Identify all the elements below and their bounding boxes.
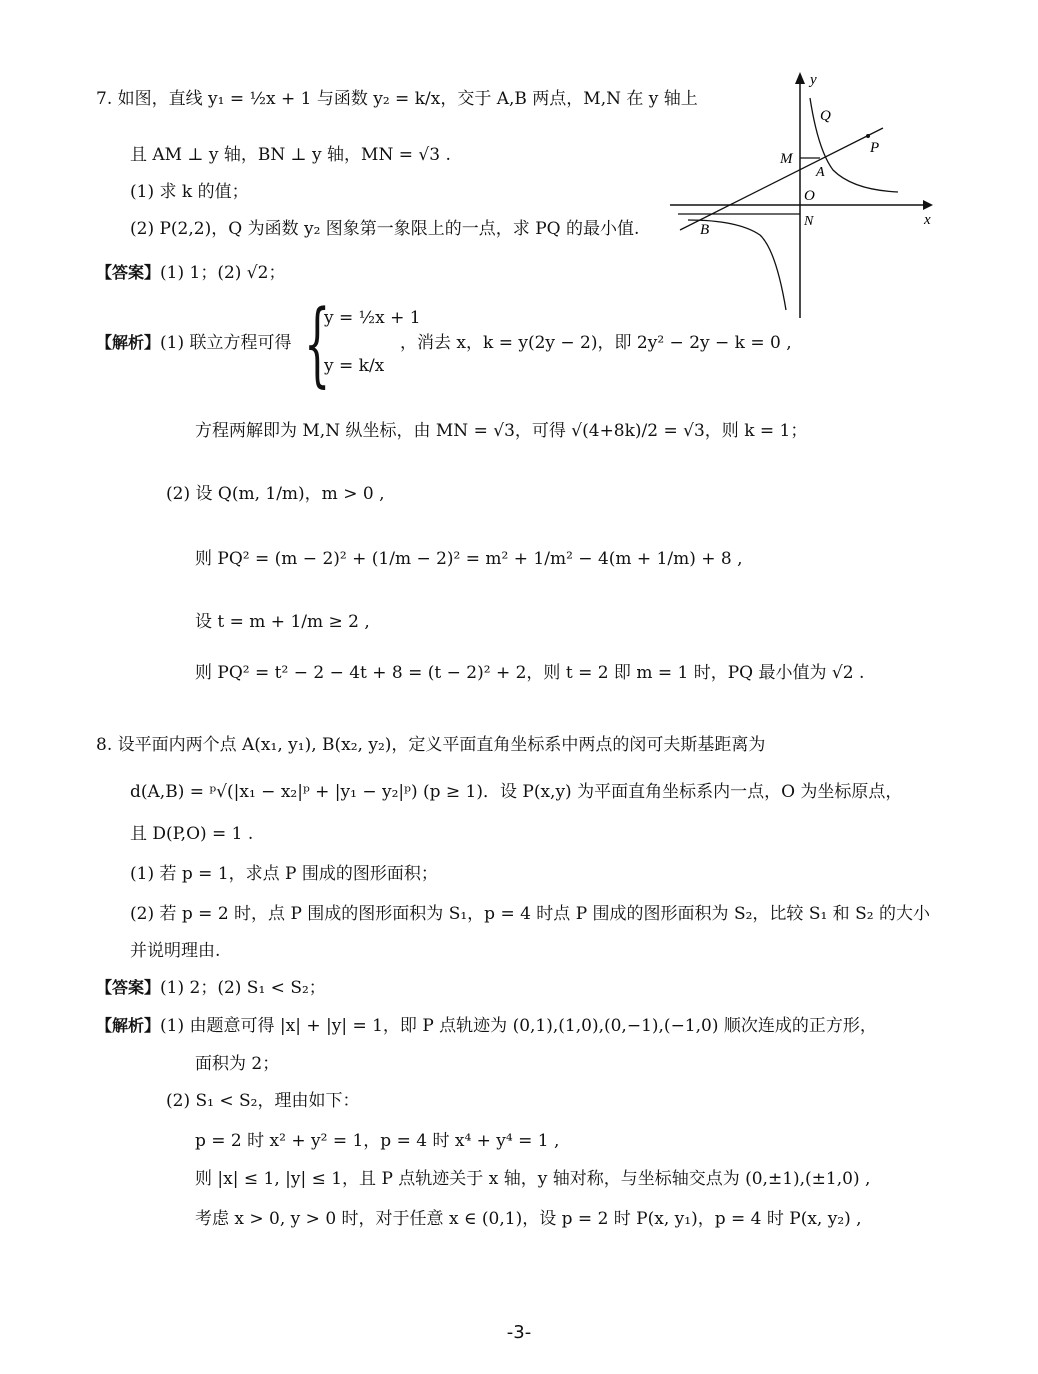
q8-part2: (2) 若 p = 2 时，点 P 围成的图形面积为 S₁，p = 4 时点 P 围成的图形面积为 S₂，比较 S₁ 和 S₂ 的大小 (130, 904, 930, 924)
q8-analysis3: (2) S₁ < S₂，理由如下： (166, 1091, 360, 1111)
q7-analysis3: (2) 设 Q(m, 1/m)，m > 0 , (166, 484, 385, 504)
function-graph (668, 70, 938, 320)
label-a: A (816, 165, 825, 180)
y-axis-arrow (795, 72, 805, 84)
q8-analysis2: 面积为 2； (195, 1054, 280, 1074)
page-number: -3- (506, 1322, 532, 1343)
answer-tag: 【答案】 (96, 263, 161, 282)
answer-text: (1) 1；(2) √2； (160, 263, 286, 283)
system-eq1: y = ½x + 1 (324, 308, 421, 328)
q8-answer (96, 977, 326, 999)
q7-analysis-tag-line (96, 332, 292, 354)
answer-tag: 【答案】 (96, 978, 161, 997)
q8-analysis6: 考虑 x > 0, y > 0 时，对于任意 x ∈ (0,1)，设 p = 2 时 P(x, y₁)，p = 4 时 P(x, y₂) , (195, 1209, 862, 1229)
line-y1 (680, 128, 883, 230)
analysis1-pre: (1) 联立方程可得 (160, 333, 292, 353)
label-n: N (804, 214, 814, 229)
label-p: P (870, 140, 880, 156)
q8-line2: d(A,B) = ᵖ√(|x₁ − x₂|ᵖ + |y₁ − y₂|ᵖ) (p ≥ 1)．设 P(x,y) 为平面直角坐标系内一点，O 为坐标原点， (130, 782, 903, 802)
x-axis-arrow (923, 200, 933, 210)
analysis-tag: 【解析】 (96, 1016, 161, 1035)
left-brace: { (304, 290, 331, 397)
q7-analysis6: 则 PQ² = t² − 2 − 4t + 8 = (t − 2)² + 2，则 t = 2 即 m = 1 时，PQ 最小值为 √2 . (195, 663, 865, 683)
analysis-tag: 【解析】 (96, 333, 161, 352)
answer-text: (1) 2；(2) S₁ < S₂； (160, 978, 326, 998)
q7-analysis5: 设 t = m + 1/m ≥ 2 , (195, 612, 370, 632)
point-p-dot (866, 134, 870, 138)
q7-analysis4: 则 PQ² = (m − 2)² + (1/m − 2)² = m² + 1/m² − 4(m + 1/m) + 8 , (195, 549, 743, 569)
q8-analysis1 (96, 1015, 877, 1037)
q7-line2: 且 AM ⊥ y 轴，BN ⊥ y 轴，MN = √3 . (130, 145, 451, 165)
q7-analysis2: 方程两解即为 M,N 纵坐标，由 MN = √3，可得 √(4+8k)/2 = √3，则 k = 1； (195, 421, 808, 441)
equation-system (304, 290, 421, 397)
q8-line1: 8. 设平面内两个点 A(x₁, y₁), B(x₂, y₂)，定义平面直角坐标系中两点的闵可夫斯基距离为 (96, 735, 766, 755)
q7-answer (96, 262, 285, 284)
q7-analysis1-post: ，消去 x，k = y(2y − 2)，即 2y² − 2y − k = 0 , (400, 333, 792, 353)
q7-part1: (1) 求 k 的值； (130, 182, 249, 202)
q7-line1: 7. 如图，直线 y₁ = ½x + 1 与函数 y₂ = k/x，交于 A,B 两点，M,N 在 y 轴上 (96, 89, 698, 109)
q8-part1: (1) 若 p = 1，求点 P 围成的图形面积； (130, 864, 438, 884)
label-x: x (924, 212, 931, 228)
label-b: B (700, 222, 710, 238)
q8-line3: 且 D(P,O) = 1 . (130, 824, 254, 844)
q7-part2: (2) P(2,2)，Q 为函数 y₂ 图象第一象限上的一点，求 PQ 的最小值. (130, 219, 640, 239)
q8-analysis4: p = 2 时 x² + y² = 1，p = 4 时 x⁴ + y⁴ = 1 , (195, 1131, 560, 1151)
label-q: Q (820, 108, 831, 124)
label-y: y (810, 72, 817, 88)
q8-analysis5: 则 |x| ≤ 1, |y| ≤ 1，且 P 点轨迹关于 x 轴，y 轴对称，与坐标轴交点为 (0,±1),(±1,0) , (195, 1169, 871, 1189)
system-eq2: y = k/x (324, 356, 385, 376)
label-m: M (780, 151, 793, 167)
label-o: O (804, 188, 815, 204)
q8-part2b: 并说明理由. (130, 941, 221, 961)
analysis1-text: (1) 由题意可得 |x| + |y| = 1，即 P 点轨迹为 (0,1),(1,0),(0,−1),(−1,0) 顺次连成的正方形， (160, 1016, 877, 1036)
